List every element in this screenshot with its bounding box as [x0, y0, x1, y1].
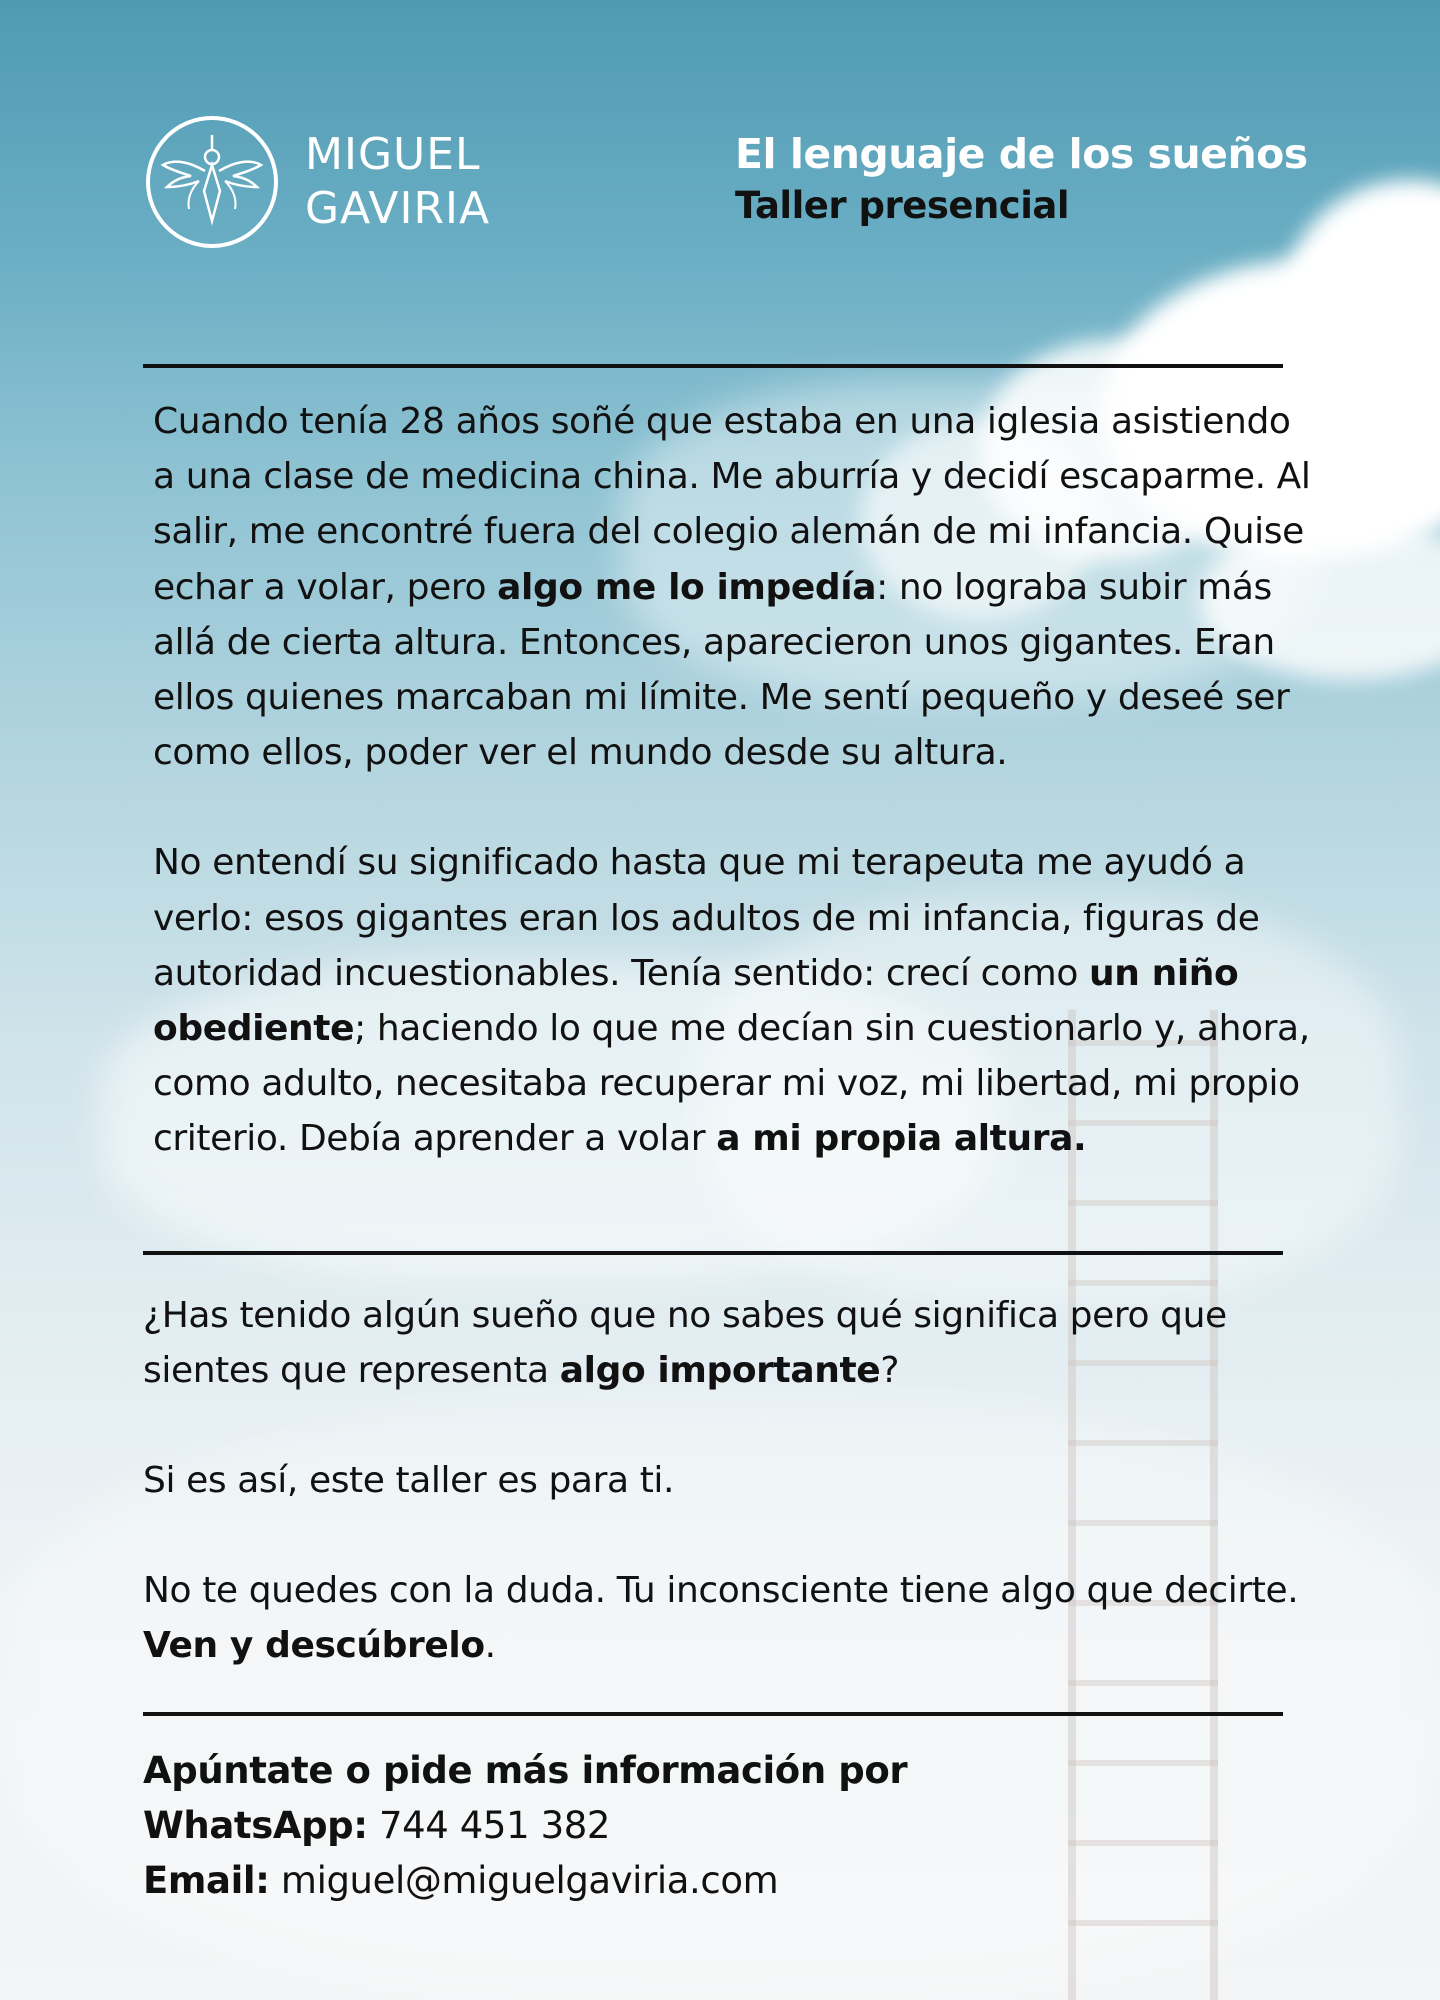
dream-story: [153, 394, 1323, 1167]
workshop-title: El lenguaje de los sueños: [735, 130, 1308, 178]
story-text: ; haciendo lo que me decían sin cuestionarlo y, ahora, como adulto, necesitaba recuperar mi voz, mi libertad, mi propio criterio. Debía aprender a volar: [153, 1008, 1310, 1160]
cta-text: ?: [880, 1350, 900, 1391]
story-emphasis: un niño obediente: [153, 952, 1239, 1050]
contact-info: [143, 1743, 1323, 1908]
cta-text: No te quedes con la duda. Tu inconsciente tiene algo que decirte.: [143, 1570, 1299, 1611]
whatsapp-number[interactable]: 744 451 382: [367, 1804, 610, 1847]
workshop-subtitle: Taller presencial: [735, 184, 1070, 227]
cta-text: ¿Has tenido algún sueño que no sabes qué significa pero que sientes que representa: [143, 1295, 1227, 1391]
story-emphasis: a mi propia altura.: [716, 1118, 1087, 1160]
story-paragraph-2: [153, 835, 1323, 1166]
divider: [143, 364, 1283, 368]
cta-text: .: [484, 1625, 496, 1666]
brand-line-1: MIGUEL: [305, 129, 481, 180]
whatsapp-label: WhatsApp:: [143, 1804, 368, 1847]
story-text: No entendí su significado hasta que mi terapeuta me ayudó a verlo: esos gigantes eran los adultos de mi infancia, figuras de autoridad incuestionables. Tenía sentido: crecí como: [153, 842, 1260, 994]
cta-emphasis: Ven y descúbrelo: [143, 1625, 485, 1666]
story-paragraph-1: [153, 394, 1323, 780]
contact-heading-text: Apúntate o pide más información por: [143, 1749, 908, 1792]
story-text: Cuando tenía 28 años soñé que estaba en una iglesia asistiendo a una clase de medicina china. Me aburría y decidí escaparme. Al salir, me encontré fuera del colegio alemán de mi infancia. Quise echar a volar, pero: [153, 401, 1311, 608]
story-emphasis: algo me lo impedía: [497, 566, 877, 608]
call-to-action: [143, 1288, 1323, 1673]
contact-heading: [143, 1743, 1323, 1798]
cta-emphasis: algo importante: [559, 1350, 881, 1391]
story-text: : no lograba subir más allá de cierta altura. Entonces, aparecieron unos gigantes. Eran ellos quienes marcaban mi límite. Me sentí pequeño y deseé ser como ellos, poder ver el mundo desde su altura.: [153, 566, 1290, 774]
brand-name: [305, 128, 490, 236]
whatsapp-line: [143, 1798, 1323, 1853]
divider: [143, 1251, 1283, 1255]
email-line: [143, 1853, 1323, 1908]
brand-logo: [143, 113, 490, 251]
email-address[interactable]: miguel@miguelgaviria.com: [269, 1859, 779, 1902]
brand-line-2: GAVIRIA: [305, 183, 491, 234]
divider: [143, 1712, 1283, 1716]
cta-question: [143, 1288, 1323, 1398]
angel-wings-icon: [143, 113, 281, 251]
cta-line-2: Si es así, este taller es para ti.: [143, 1460, 675, 1501]
workshop-heading: [735, 128, 1308, 230]
cta-line-3: [143, 1563, 1323, 1673]
email-label: Email:: [143, 1859, 270, 1902]
